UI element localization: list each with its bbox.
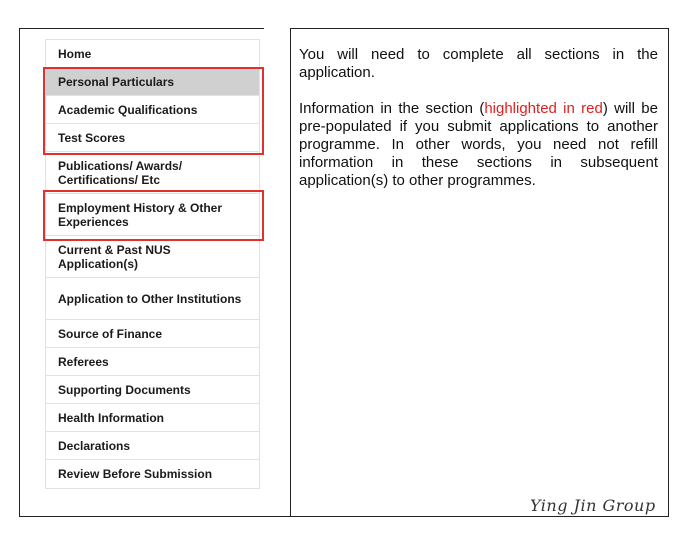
menu-item-employment-history[interactable]: Employment History & Other Experiences (46, 194, 259, 236)
instruction-paragraph (299, 100, 658, 190)
menu-item-source-of-finance[interactable]: Source of Finance (46, 320, 259, 348)
menu-item-health-information[interactable]: Health Information (46, 404, 259, 432)
frame-line (19, 28, 20, 36)
frame-line (19, 36, 20, 517)
menu-item-personal-particulars[interactable]: Personal Particulars (46, 68, 259, 96)
watermark: Ying Jin Group (530, 496, 656, 515)
menu-item-test-scores[interactable]: Test Scores (46, 124, 259, 152)
highlight-box-employment (43, 190, 264, 241)
frame-line (19, 516, 669, 517)
highlight-box-prepopulated (43, 67, 264, 155)
menu-item-other-institutions[interactable]: Application to Other Institutions (46, 278, 259, 320)
menu-item-home[interactable]: Home (46, 40, 259, 68)
frame-line (19, 28, 264, 29)
menu-item-publications-awards[interactable]: Publications/ Awards/ Certifications/ Etc (46, 152, 259, 194)
instruction-paragraph: You will need to complete all sections in the application. (299, 46, 658, 81)
column-divider (290, 28, 291, 517)
menu-item-nus-applications[interactable]: Current & Past NUS Application(s) (46, 236, 259, 278)
frame-line (668, 28, 669, 517)
highlighted-in-red-text: highlighted in red (484, 100, 603, 117)
instruction-text: ) will be pre-populated if you submit applications to another programme. In other words, you need not refill information in these sections in subsequent application(s) to other programmes. (299, 100, 658, 189)
menu-item-supporting-documents[interactable]: Supporting Documents (46, 376, 259, 404)
menu-item-declarations[interactable]: Declarations (46, 432, 259, 460)
frame-line (290, 28, 669, 29)
instructions-panel (299, 46, 658, 208)
instruction-text: Information in the section ( (299, 100, 485, 117)
menu-item-referees[interactable]: Referees (46, 348, 259, 376)
menu-item-review-before-submission[interactable]: Review Before Submission (58, 467, 213, 481)
menu-item-academic-qualifications[interactable]: Academic Qualifications (46, 96, 259, 124)
